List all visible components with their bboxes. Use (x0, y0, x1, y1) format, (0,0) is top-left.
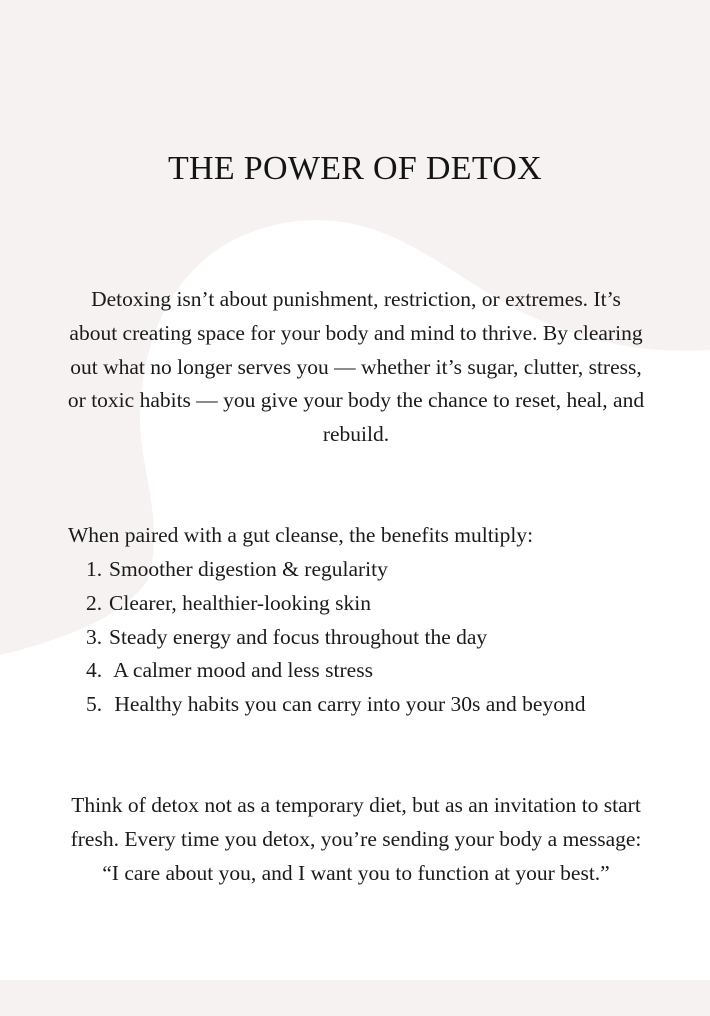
benefits-intro: When paired with a gut cleanse, the benefits multiply: (68, 523, 534, 547)
benefits-list (86, 553, 646, 722)
closing-paragraph: Think of detox not as a temporary diet, but as an invitation to start fresh. Every time you detox, you’re sending your body a message: “I care about you, and I want you to function at your best.” (70, 793, 642, 885)
list-item (86, 654, 646, 688)
page-title: THE POWER OF DETOX (167, 150, 543, 187)
list-item-text: Steady energy and focus throughout the day (109, 624, 488, 649)
list-item-number: 3. (86, 624, 103, 649)
list-item-text: A calmer mood and less stress (109, 658, 373, 683)
list-item (86, 688, 646, 722)
list-item-text: Smoother digestion & regularity (109, 557, 388, 581)
list-item (86, 587, 646, 621)
list-item-number: 5. (86, 692, 103, 717)
list-item (86, 621, 646, 655)
intro-paragraph: Detoxing isn’t about punishment, restriction, or extremes. It’s about creating space for your body and mind to thrive. By clearing out what no longer serves you — whether it’s sugar, clutter, stress, or toxic habits — you give your body the chance to reset, heal, and rebuild. (67, 287, 645, 447)
list-item-number: 1. (86, 557, 103, 581)
list-item-text: Clearer, healthier-looking skin (109, 590, 371, 615)
list-item (86, 553, 646, 587)
list-item-text: Healthy habits you can carry into your 30s and beyond (109, 692, 586, 717)
list-item-number: 2. (86, 590, 103, 615)
list-item-number: 4. (86, 658, 103, 683)
